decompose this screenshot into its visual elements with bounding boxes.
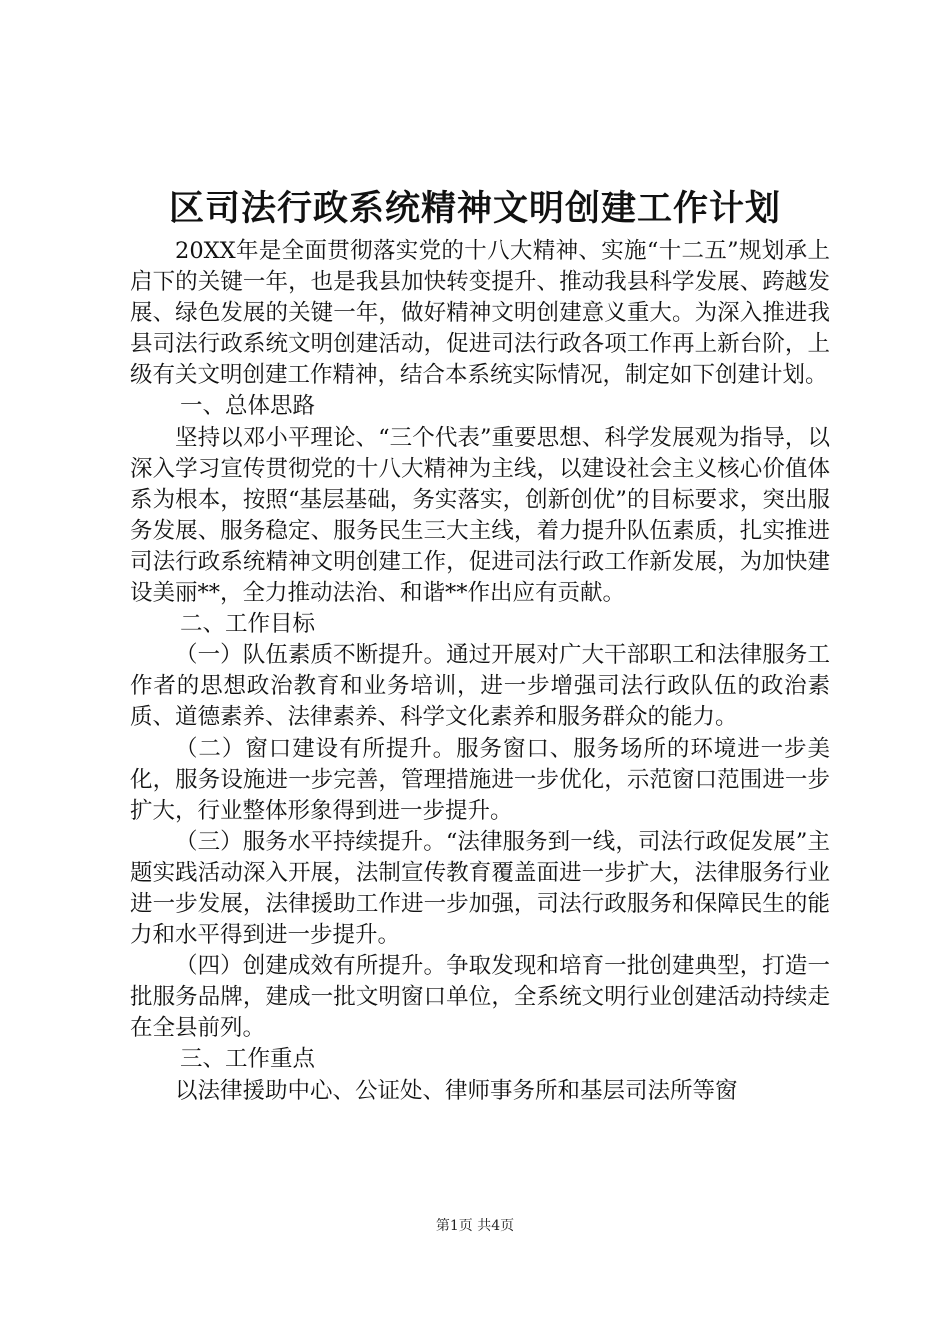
paragraph-goal-2: （二）窗口建设有所提升。服务窗口、服务场所的环境进一步美化，服务设施进一步完善，管理措施进一步优化，示范窗口范围进一步扩大，行业整体形象得到进一步提升。 [130, 735, 830, 824]
page-number-footer: 第1页 共4页 [435, 1218, 515, 1234]
paragraph-overall-approach: 坚持以邓小平理论、“三个代表”重要思想、科学发展观为指导，以深入学习宣传贯彻党的十八大精神为主线，以建设社会主义核心价值体系为根本，按照“基层基础，务实落实，创新创优”的目标要求，突出服务发展、服务稳定、服务民生三大主线，着力提升队伍素质，扎实推进司法行政系统精神文明创建工作，促进司法行政工作新发展，为加快建设美丽**，全力推动法治、和谐**作出应有贡献。 [130, 424, 830, 607]
paragraph-goal-1: （一）队伍素质不断提升。通过开展对广大干部职工和法律服务工作者的思想政治教育和业务培训，进一步增强司法行政队伍的政治素质、道德素养、法律素养、科学文化素养和服务群众的能力。 [130, 642, 830, 731]
paragraph-goal-3: （三）服务水平持续提升。“法律服务到一线，司法行政促发展”主题实践活动深入开展，法制宣传教育覆盖面进一步扩大，法律服务行业进一步发展，法律援助工作进一步加强，司法行政服务和保障民生的能力和水平得到进一步提升。 [130, 828, 830, 949]
section-heading-overall-approach: 一、总体思路 [180, 393, 316, 420]
paragraph-work-focus: 以法律援助中心、公证处、律师事务所和基层司法所等窗 [175, 1077, 738, 1104]
paragraph-goal-4: （四）创建成效有所提升。争取发现和培育一批创建典型，打造一批服务品牌，建成一批文明窗口单位，全系统文明行业创建活动持续走在全县前列。 [130, 953, 830, 1042]
section-heading-work-goals: 二、工作目标 [180, 611, 316, 638]
document-body [130, 236, 830, 1107]
paragraph-intro: 20XX年是全面贯彻落实党的十八大精神、实施“十二五”规划承上启下的关键一年，也是我县加快转变提升、推动我县科学发展、跨越发展、绿色发展的关键一年，做好精神文明创建意义重大。为深入推进我县司法行政系统文明创建活动，促进司法行政各项工作再上新台阶，上级有关文明创建工作精神，结合本系统实际情况，制定如下创建计划。 [130, 238, 830, 389]
document-title: 区司法行政系统精神文明创建工作计划 [168, 188, 781, 229]
section-heading-work-focus: 三、工作重点 [180, 1046, 316, 1073]
